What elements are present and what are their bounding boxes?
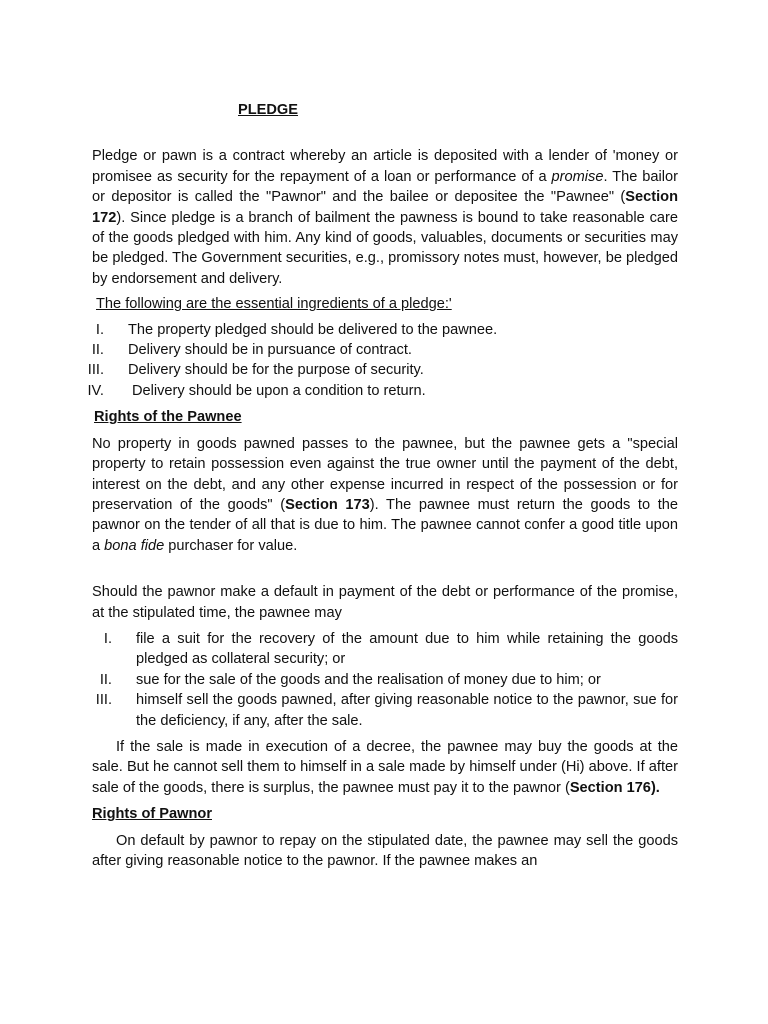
list-item: III. himself sell the goods pawned, after giving reasonable notice to the pawnor, sue for the deficiency, if any, after the sale. xyxy=(95,692,678,729)
intro-promise-italic: promise xyxy=(551,168,604,185)
ingredients-list xyxy=(84,320,678,402)
pawnor-rights-heading: Rights of Pawnor xyxy=(92,806,212,823)
pawnee-remedies-list xyxy=(92,629,678,731)
document-page xyxy=(87,100,678,871)
intro-text-1: Pledge or pawn is a contract whereby an article is deposited with a lender of 'money or promisee as security for the repayment of a loan or performance of a xyxy=(92,148,678,185)
section-172-ref: Section 172 xyxy=(92,189,678,226)
pawnee-rights-paragraph-2: Should the pawnor make a default in payment of the debt or performance of the promise, at the stipulated time, the pawnee may xyxy=(92,584,678,621)
ingredients-heading: The following are the essential ingredients of a pledge:' xyxy=(96,296,452,313)
list-item: II. Delivery should be in pursuance of contract. xyxy=(91,342,412,359)
intro-text-2: . The bailor or depositor is called the "Pawnor" and the bailee or depositee the "Pawnee" ( xyxy=(92,168,678,206)
section-173-ref: Section 173 xyxy=(285,496,370,513)
intro-paragraph xyxy=(92,146,678,289)
list-item: III. Delivery should be for the purpose of security. xyxy=(87,362,424,379)
page-title: PLEDGE xyxy=(238,102,299,118)
list-item: I. The property pledged should be delivered to the pawnee. xyxy=(95,321,498,338)
list-item: II. sue for the sale of the goods and the realisation of money due to him; or xyxy=(99,671,601,688)
pawnee-rights-heading: Rights of the Pawnee xyxy=(94,409,242,426)
list-item: I. file a suit for the recovery of the amount due to him while retaining the goods pledged as collateral security; or xyxy=(103,630,678,668)
pawnee-rights-paragraph-3: If the sale is made in execution of a decree, the pawnee may buy the goods at the sale. But he cannot sell them to himself in a sale made by himself under (Hi) above. If after sale of the goods, there is surplus, the pawnee must pay it to the pawnor (Section 176). xyxy=(92,738,678,796)
bona-fide-italic: bona fide xyxy=(104,537,165,554)
section-176-ref: Section 176 xyxy=(569,779,651,796)
list-item: IV. Delivery should be upon a condition to return. xyxy=(87,382,426,399)
pawnor-rights-paragraph-1: On default by pawnor to repay on the stipulated date, the pawnee may sell the goods after giving reasonable notice to the pawnor. If the pawnee makes an xyxy=(92,832,678,869)
intro-text-3: ). Since pledge is a branch of bailment the pawness is bound to take reasonable care of the goods pledged with him. Any kind of goods, valuables, documents or securities may be pledged. The Government securities, e.g., promissory notes must, however, be pledged by endorsement and delivery. xyxy=(92,209,678,287)
pawnee-rights-paragraph-1: No property in goods pawned passes to the pawnee, but the pawnee gets a "special property to retain possession even against the true owner until the payment of the debt, interest on the debt, and any other expense incurred in respect of the possession or for preservation of the goods" (Section 173). The pawnee must return the goods to the pawnor on the tender of all that is due to him. The pawnee cannot confer a good title upon a bona fide purchaser for value. xyxy=(92,435,678,554)
